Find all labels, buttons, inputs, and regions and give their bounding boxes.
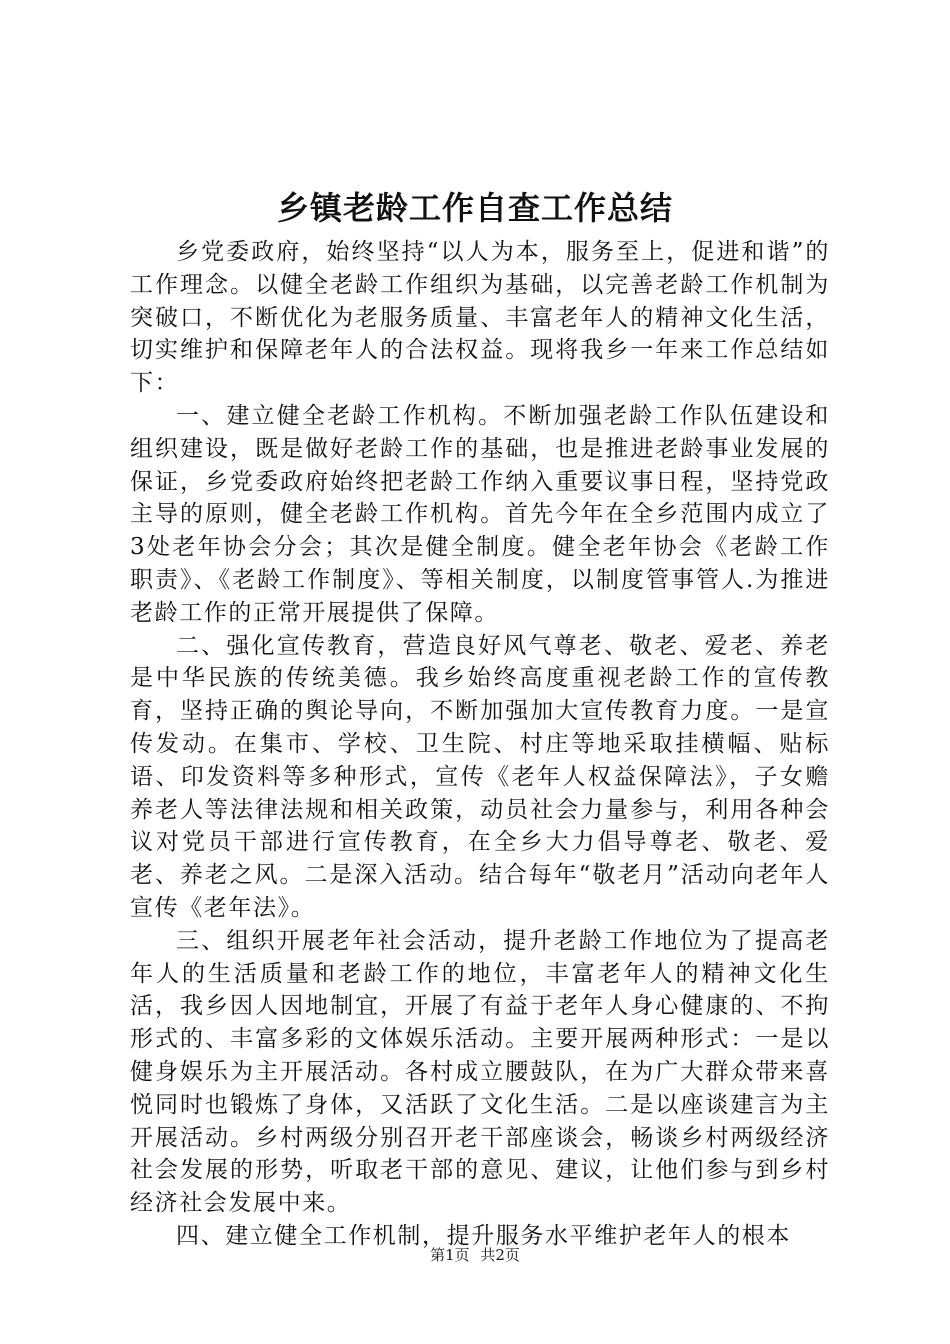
- paragraph-section-3: 三、组织开展老年社会活动，提升老龄工作地位为了提高老年人的生活质量和老龄工作的地位，丰富老年人的精神文化生活，我乡因人因地制宜，开展了有益于老年人身心健康的、不拘形式的、丰富多彩的文体娱乐活动。主要开展两种形式：一是以健身娱乐为主开展活动。各村成立腰鼓队，在为广大群众带来喜悦同时也锻炼了身体，又活跃了文化生活。二是以座谈建言为主开展活动。乡村两级分别召开老干部座谈会，畅谈乡村两级经济社会发展的形势，听取老干部的意见、建议，让他们参与到乡村经济社会发展中来。: [130, 927, 830, 1217]
- document-title: 乡镇老龄工作自查工作总结: [276, 189, 673, 227]
- document-body: [130, 236, 830, 1253]
- page-footer: [0, 1245, 950, 1265]
- paragraph-section-1: 一、建立健全老龄工作机构。不断加强老龄工作队伍建设和组织建设，既是做好老龄工作的基础，也是推进老龄事业发展的保证，乡党委政府始终把老龄工作纳入重要议事日程，坚持党政主导的原则，健全老龄工作机构。首先今年在全乡范围内成立了3处老年协会分会；其次是健全制度。健全老年协会《老龄工作职责》、《老龄工作制度》、等相关制度，以制度管事管人.为推进老龄工作的正常开展提供了保障。: [130, 402, 830, 626]
- paragraph-section-4: 四、建立健全工作机制，提升服务水平维护老年人的根本: [176, 1222, 791, 1249]
- page-total: 共2页: [480, 1246, 520, 1264]
- page-number: 第1页: [430, 1246, 470, 1264]
- paragraph-intro: 乡党委政府，始终坚持“以人为本，服务至上，促进和谐”的工作理念。以健全老龄工作组织为基础，以完善老龄工作机制为突破口，不断优化为老服务质量、丰富老年人的精神文化生活，切实维护和保障老年人的合法权益。现将我乡一年来工作总结如下：: [130, 239, 830, 397]
- paragraph-section-2: 二、强化宣传教育，营造良好风气尊老、敬老、爱老、养老是中华民族的传统美德。我乡始终高度重视老龄工作的宣传教育，坚持正确的舆论导向，不断加强加大宣传教育力度。一是宣传发动。在集市、学校、卫生院、村庄等地采取挂横幅、贴标语、印发资料等多种形式，宣传《老年人权益保障法》，子女赡养老人等法律法规和相关政策，动员社会力量参与，利用各种会议对党员干部进行宣传教育，在全乡大力倡导尊老、敬老、爱老、养老之风。二是深入活动。结合每年“敬老月”活动向老年人宣传《老年法》。: [130, 632, 830, 921]
